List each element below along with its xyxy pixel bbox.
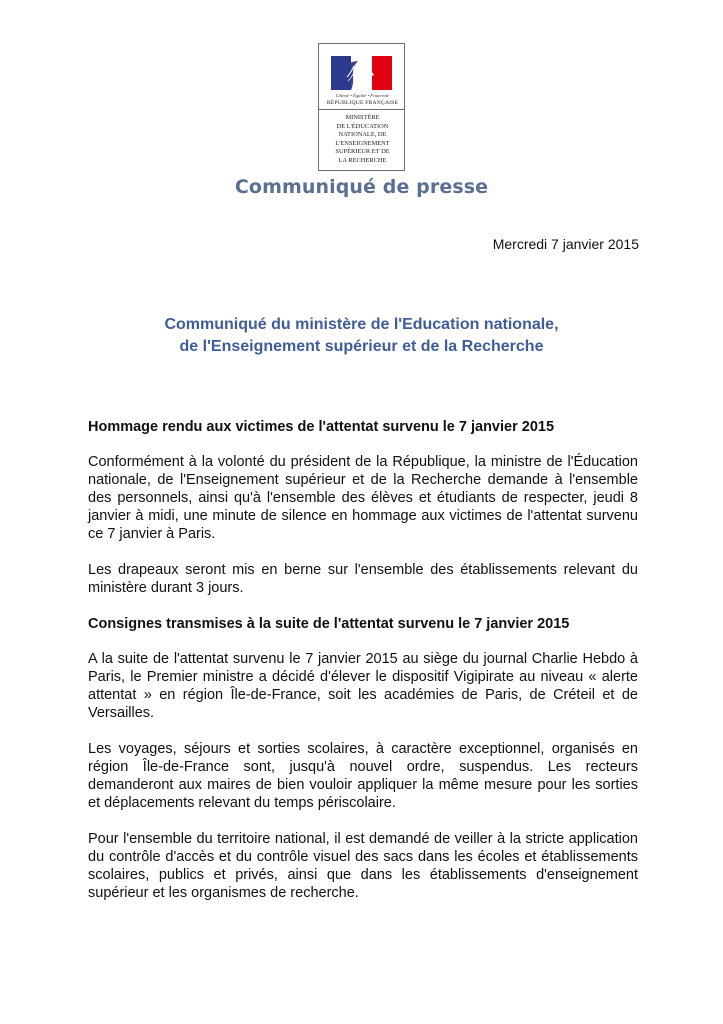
paragraph: Conformément à la volonté du président de la République, la ministre de l'Éducation nationale, de l'Enseignement supérieur et de la Recherche demande à l'ensemble des personnels, ainsi qu'à l'ensemble des élèves et étudiants de respecter, jeudi 8 janvier à midi, une minute de silence en hommage aux victimes de l'attentat survenu ce 7 janvier à Paris.	[88, 454, 638, 542]
paragraph: Les voyages, séjours et sorties scolaires, à caractère exceptionnel, organisés en région Île-de-France sont, jusqu'à nouvel ordre, suspendus. Les recteurs demanderont aux maires de bien vouloir appliquer la même mesure pour les sorties et déplacements relevant du temps périscolaire.	[88, 741, 638, 811]
paragraph: Les drapeaux seront mis en berne sur l'ensemble des établissements relevant du ministère durant 3 jours.	[88, 562, 638, 596]
paragraph: Pour l'ensemble du territoire national, il est demandé de veiller à la stricte application du contrôle d'accès et du contrôle visuel des sacs dans les écoles et établissements scolaires, publics et privés, ainsi que dans les établissements d'enseignement supérieur et les organismes de recherche.	[88, 831, 638, 901]
ministry-line: LA RECHERCHE	[338, 156, 387, 164]
document-type-heading: Communiqué de presse	[234, 176, 489, 198]
ministry-logo	[318, 43, 405, 171]
paragraph: A la suite de l'attentat survenu le 7 janvier 2015 au siège du journal Charlie Hebdo à Paris, le Premier ministre a décidé d'élever le dispositif Vigipirate au niveau « alerte attentat » en région Île-de-France, soit les académies de Paris, de Créteil et de Versailles.	[88, 651, 638, 721]
logo-divider	[319, 109, 404, 110]
main-title-line-1: Communiqué du ministère de l'Education nationale,	[164, 316, 559, 333]
main-title-line-2: de l'Enseignement supérieur et de la Recherche	[179, 338, 544, 355]
ministry-line: MINISTÈRE	[345, 114, 380, 121]
release-date: Mercredi 7 janvier 2015	[492, 236, 639, 252]
ministry-line: NATIONALE, DE	[338, 131, 387, 139]
ministry-line: SUPÉRIEUR ET DE	[335, 148, 390, 156]
ministry-name	[323, 114, 402, 166]
republic-motto: Liberté • Égalité • Fraternité	[335, 93, 390, 98]
marianne-profile-icon	[345, 58, 379, 90]
marianne-flag-icon	[331, 56, 392, 90]
republic-name: RÉPUBLIQUE FRANÇAISE	[326, 100, 399, 106]
body-content	[88, 418, 638, 920]
ministry-line: DE L'ÉDUCATION	[336, 122, 389, 130]
ministry-line: L'ENSEIGNEMENT	[335, 139, 390, 147]
section-heading-instructions: Consignes transmises à la suite de l'attentat survenu le 7 janvier 2015	[88, 616, 570, 632]
main-title	[0, 314, 723, 358]
section-heading-tribute: Hommage rendu aux victimes de l'attentat survenu le 7 janvier 2015	[88, 419, 555, 435]
